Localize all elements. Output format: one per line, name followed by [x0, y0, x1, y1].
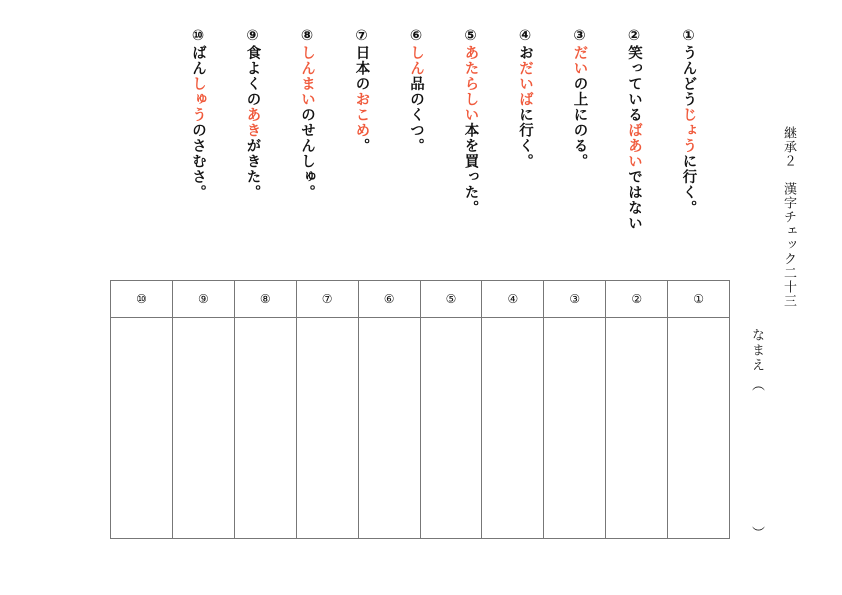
question-text: 笑っている — [626, 45, 642, 123]
question-number: ⑥ — [408, 28, 424, 45]
question-1 — [681, 28, 696, 216]
target-reading: おこめ — [353, 91, 370, 138]
question-text: ではない — [626, 169, 642, 231]
answer-cell[interactable] — [668, 318, 729, 538]
question-text: お — [517, 45, 533, 61]
answer-column — [543, 281, 605, 538]
question-text: の上にのる。 — [571, 76, 588, 169]
question-number: ⑩ — [190, 28, 206, 45]
question-text: のさむさ。 — [190, 122, 206, 200]
answer-column-header: ① — [668, 281, 729, 318]
question-number: ⑦ — [353, 28, 370, 45]
answer-column — [234, 281, 296, 538]
question-10 — [191, 28, 206, 200]
answer-column — [296, 281, 358, 538]
question-text: 品のくつ。 — [408, 76, 424, 154]
answer-column-header: ⑥ — [359, 281, 420, 318]
answer-column — [481, 281, 543, 538]
answer-column-header: ⑤ — [421, 281, 482, 318]
answer-cell[interactable] — [359, 318, 420, 538]
answer-cell[interactable] — [235, 318, 296, 538]
answer-column-header: ④ — [482, 281, 543, 318]
answer-cell[interactable] — [297, 318, 358, 538]
answer-column-header: ⑨ — [173, 281, 234, 318]
target-reading: じょう — [680, 107, 697, 154]
answer-column — [420, 281, 482, 538]
name-paren-open: （ — [749, 378, 764, 391]
target-reading: ばあい — [626, 122, 642, 169]
answer-column — [172, 281, 234, 538]
answer-cell[interactable] — [606, 318, 667, 538]
question-text: うんどう — [680, 45, 697, 107]
target-reading: しゅう — [190, 76, 206, 123]
target-reading: だい — [571, 45, 588, 76]
question-text: ばん — [190, 45, 206, 76]
answer-column — [667, 281, 729, 538]
answer-column-header: ③ — [544, 281, 605, 318]
answer-column — [605, 281, 667, 538]
question-number: ③ — [571, 28, 588, 45]
name-paren-close: ） — [749, 526, 764, 539]
question-number: ④ — [517, 28, 533, 45]
target-reading: しんまい — [299, 45, 315, 107]
question-8 — [300, 28, 315, 200]
question-number: ⑨ — [244, 28, 261, 45]
question-number: ① — [680, 28, 697, 45]
question-text: に行く。 — [517, 107, 533, 169]
question-text: 。 — [353, 138, 370, 154]
question-text: に行く。 — [680, 153, 697, 216]
target-reading: しん — [408, 45, 424, 76]
question-3 — [572, 28, 587, 169]
answer-cell[interactable] — [111, 318, 172, 538]
question-number: ⑤ — [462, 28, 479, 45]
answer-column — [111, 281, 172, 538]
answer-column — [358, 281, 420, 538]
answer-cell[interactable] — [482, 318, 543, 538]
target-reading: だいば — [517, 60, 533, 107]
question-number: ⑧ — [299, 28, 315, 45]
question-text: 本を買った。 — [462, 122, 479, 216]
answer-cell[interactable] — [544, 318, 605, 538]
question-text: 食よくの — [244, 45, 261, 107]
question-6 — [409, 28, 424, 154]
answer-cell[interactable] — [421, 318, 482, 538]
question-number: ② — [626, 28, 642, 45]
answer-column-header: ② — [606, 281, 667, 318]
question-5 — [463, 28, 478, 216]
question-9 — [245, 28, 260, 200]
answer-column-header: ⑦ — [297, 281, 358, 318]
question-text: がきた。 — [244, 138, 261, 200]
worksheet-title: 継承２ 漢字チェック二十三 — [781, 126, 796, 308]
question-2 — [627, 28, 642, 231]
target-reading: あたらしい — [462, 45, 479, 123]
question-7 — [354, 28, 369, 154]
answer-cell[interactable] — [173, 318, 234, 538]
answer-column-header: ⑧ — [235, 281, 296, 318]
question-text: 日本の — [353, 45, 370, 92]
answer-column-header: ⑩ — [111, 281, 172, 318]
answer-grid — [110, 280, 730, 539]
target-reading: あき — [244, 107, 261, 138]
question-text: のせんしゅ。 — [299, 107, 315, 200]
question-4 — [518, 28, 533, 169]
name-label: なまえ — [749, 328, 764, 373]
